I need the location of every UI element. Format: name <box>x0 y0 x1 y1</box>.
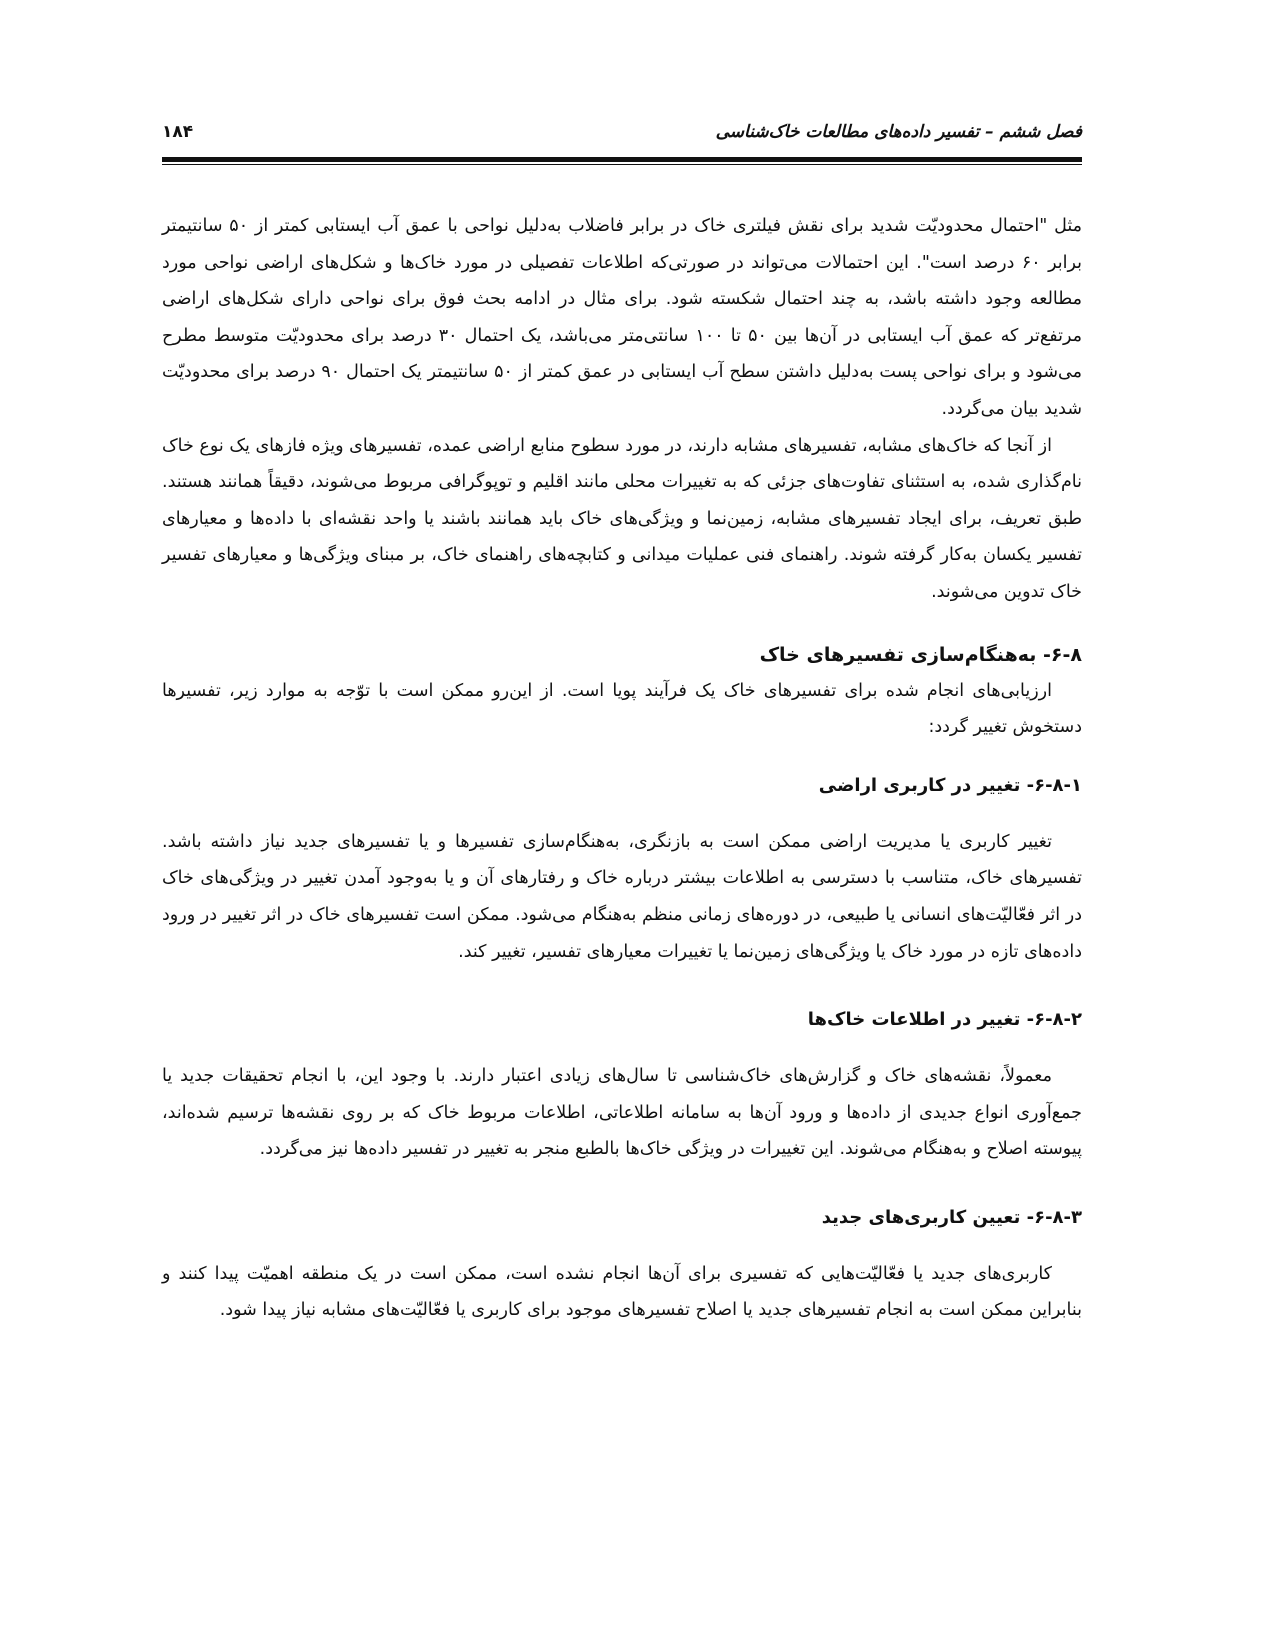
page-header <box>162 122 1082 152</box>
section-body-6-8: ارزیابی‌های انجام شده برای تفسیرهای خاک یک فرآیند پویا است. از این‌رو ممکن است با توّجه به موارد زیر، تفسیرها دستخوش تغییر گردد: <box>162 680 1082 738</box>
section-body-6-8-2: معمولاً، نقشه‌های خاک و گزارش‌های خاک‌شناسی تا سال‌های زیادی اعتبار دارند. با وجود این، با انجام تحقیقات جدید یا جمع‌آوری انواع جدیدی از داده‌ها و ورود آن‌ها به سامانه اطلاعاتی، اطلاعات مربوط خاک که بر روی نقشه‌ها ترسیم شده‌اند، پیوسته اصلاح و به‌هنگام می‌شوند. این تغییرات در ویژگی خاک‌ها بالطبع منجر به تغییر در تفسیر داده‌ها نیز می‌گردد. <box>162 1066 1082 1160</box>
page-number: ۱۸۴ <box>162 122 194 142</box>
paragraph-probabilities: مثل "احتمال محدودیّت شدید برای نقش فیلتری خاک در برابر فاضلاب به‌دلیل نواحی با عمق آب ایستابی کمتر از ۵۰ سانتیمتر برابر ۶۰ درصد است". این احتمالات می‌تواند در صورتی‌که اطلاعات تفصیلی در مورد خاک‌ها و شکل‌های اراضی نواحی مورد مطالعه وجود داشته باشد، به چند احتمال شکسته شود. برای مثال در ادامه بحث فوق برای نواحی دارای شکل‌های اراضی مرتفع‌تر که عمق آب ایستابی در آن‌ها بین ۵۰ تا ۱۰۰ سانتی‌متر می‌باشد، یک احتمال ۳۰ درصد برای محدودیّت متوسط مطرح می‌شود و برای نواحی پست به‌دلیل داشتن سطح آب ایستابی در عمق کمتر از ۵۰ سانتیمتر یک احتمال ۹۰ درصد برای محدودیّت شدید بیان می‌گردد. <box>162 216 1083 419</box>
section-body-6-8-3: کاربری‌های جدید یا فعّالیّت‌هایی که تفسیری برای آن‌ها انجام نشده است، ممکن است در یک منطقه اهمیّت پیدا کنند و بنابراین ممکن است به انجام تفسیرهای جدید یا اصلاح تفسیرهای موجود برای کاربری یا فعّالیّت‌های مشابه نیاز پیدا شود. <box>162 1263 1082 1321</box>
section-heading-6-8-3: ۶-۸-۳- تعیین کاربری‌های جدید <box>821 1206 1082 1228</box>
section-heading-6-8: ۶-۸- به‌هنگام‌سازی تفسیرهای خاک <box>759 643 1082 666</box>
section-heading-6-8-2: ۶-۸-۲- تغییر در اطلاعات خاک‌ها <box>807 1009 1082 1031</box>
header-rule-thick <box>162 157 1082 162</box>
page-body <box>162 208 1082 1329</box>
section-body-6-8-1: تغییر کاربری یا مدیریت اراضی ممکن است به بازنگری، به‌هنگام‌سازی تفسیرها و یا تفسیرهای جدید نیاز داشته باشد. تفسیرهای خاک، متناسب با دسترسی به اطلاعات بیشتر درباره خاک و رفتارهای آن و یا به‌وجود آمدن تغییر در ویژگی‌های خاک در اثر فعّالیّت‌های انسانی یا طبیعی، در دوره‌های زمانی منظم به‌هنگام می‌شود. ممکن است تفسیرهای خاک در اثر تغییر در ورود داده‌های تازه در مورد خاک یا ویژگی‌های زمین‌نما یا تغییرات معیارهای تفسیر، تغییر کند. <box>162 831 1082 962</box>
header-rule-thin <box>162 164 1082 165</box>
running-head: فصل ششم – تفسیر داده‌های مطالعات خاک‌شناسی <box>715 122 1082 142</box>
section-heading-6-8-1: ۶-۸-۱- تغییر در کاربری اراضی <box>818 774 1082 796</box>
paragraph-similar-soils: از آنجا که خاک‌های مشابه، تفسیرهای مشابه دارند، در مورد سطوح منابع اراضی عمده، تفسیرهای ویژه فازهای یک نوع خاک نام‌گذاری شده، به استثنای تفاوت‌های جزئی که به تغییرات محلی مانند اقلیم و توپوگرافی مربوط می‌شوند، دقیقاً همانند هستند. طبق تعریف، برای ایجاد تفسیرهای مشابه، زمین‌نما و ویژگی‌های خاک باید همانند باشند یا واحد نقشه‌ای با داده‌ها و معیارهای تفسیر یکسان به‌کار گرفته شوند. راهنمای فنی عملیات میدانی و کتابچه‌های راهنمای خاک، بر مبنای ویژگی‌ها و معیارهای تفسیر خاک تدوین می‌شوند. <box>162 435 1082 602</box>
